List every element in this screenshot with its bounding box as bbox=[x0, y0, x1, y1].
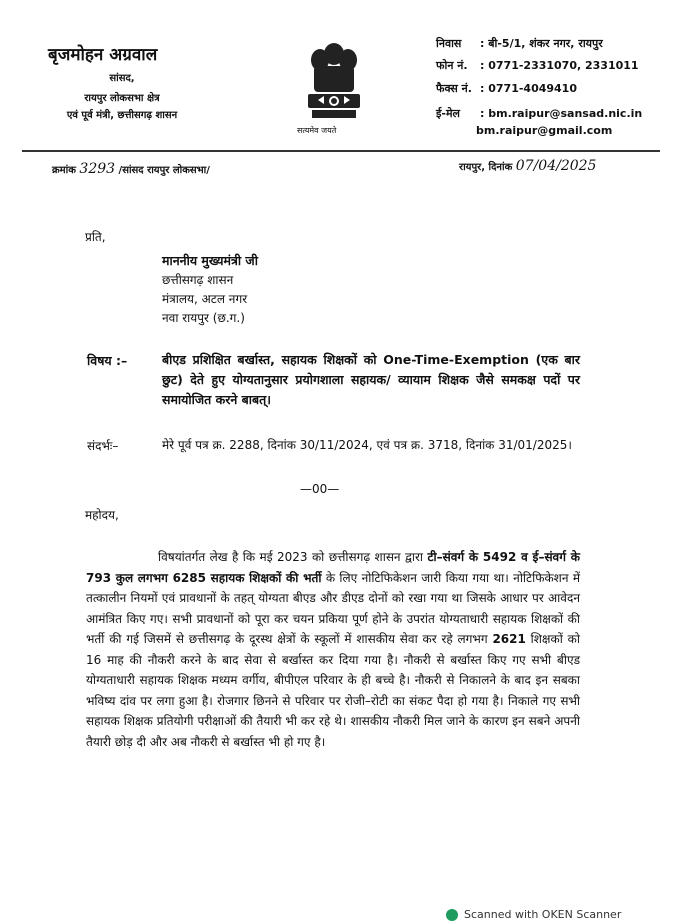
sender-name: बृजमोहन अग्रवाल bbox=[48, 45, 158, 65]
contact-email-alt: bm.raipur@gmail.com bbox=[476, 124, 613, 137]
sender-constituency: रायपुर लोकसभा क्षेत्र bbox=[84, 93, 160, 104]
body-highlight-count: 2621 bbox=[492, 632, 526, 646]
body-highlight-recruitment: टी–संवर्ग के 5492 व ई–संवर्ग के 793 कुल लगभग 6285 सहायक शिक्षकों की भर्ती bbox=[86, 550, 580, 585]
emblem-motto: सत्यमेव जयते bbox=[297, 126, 337, 135]
reference-number: क्रमांक 3293 /सांसद रायपुर लोकसभा/ bbox=[52, 161, 210, 177]
letterhead-divider bbox=[22, 150, 660, 152]
recipient-govt: छत्तीसगढ़ शासन bbox=[162, 273, 234, 287]
reference-number-handwritten: 3293 bbox=[79, 161, 116, 177]
references-text: मेरे पूर्व पत्र क्र. 2288, दिनांक 30/11/2024, एवं पत्र क्र. 3718, दिनांक 31/01/2025। bbox=[162, 438, 572, 452]
sender-title: सांसद, bbox=[109, 73, 135, 84]
recipient-office: मंत्रालय, अटल नगर bbox=[162, 292, 248, 306]
address-to: प्रति, bbox=[85, 230, 106, 244]
contact-phone: फोन नं. : 0771-2331070, 2331011 bbox=[436, 59, 639, 72]
contact-residence: निवास : बी-5/1, शंकर नगर, रायपुर bbox=[436, 37, 603, 50]
contact-email: ई-मेल : bm.raipur@sansad.nic.in bbox=[436, 107, 643, 120]
scanner-logo-icon bbox=[446, 909, 458, 921]
scanner-watermark: Scanned with OKEN Scanner bbox=[446, 908, 621, 921]
recipient-title: माननीय मुख्यमंत्री जी bbox=[162, 253, 258, 268]
greeting: महोदय, bbox=[85, 508, 119, 522]
recipient-city: नवा रायपुर (छ.ग.) bbox=[162, 311, 245, 325]
contact-fax: फैक्स नं. : 0771-4049410 bbox=[436, 82, 577, 95]
national-emblem-icon bbox=[298, 38, 370, 138]
letter-date: रायपुर, दिनांक 07/04/2025 bbox=[459, 158, 597, 174]
sender-former-post: एवं पूर्व मंत्री, छत्तीसगढ़ शासन bbox=[66, 110, 178, 121]
subject-text: बीएड प्रशिक्षित बर्खास्त, सहायक शिक्षकों को One-Time-Exemption (एक बार छुट) देते हुए योग्यतानुसार प्रयोगशाला सहायक/ व्यायाम शिक्षक जैसे समकक्ष पदों पर समायोजित करने बाबत्। bbox=[162, 352, 580, 407]
references-label: संदर्भः– bbox=[87, 439, 119, 453]
date-handwritten: 07/04/2025 bbox=[515, 158, 597, 174]
subject-label: विषय :– bbox=[87, 353, 128, 368]
body-paragraph: विषयांतर्गत लेख है कि मई 2023 को छत्तीसगढ़ शासन द्वारा टी–संवर्ग के 5492 व ई–संवर्ग के 793 कुल लगभग 6285 सहायक शिक्षकों की भर्ती के लिए नोटिफिकेशन जारी किया गया था। नोटिफिकेशन में तत्कालीन नियमों एवं प्रावधानों के तहत् योग्यता बीएड और डीएड दोनों को रखा गया था जिसके आधार पर आवेदन आमंत्रित किए गए। सभी प्रावधानों को पूरा कर चयन प्रकिया पूर्ण होने के उपरांत योग्यताधारी सहायक शिक्षकों की भर्ती की गई जिसमें से छत्तीसगढ़ के दूरस्थ क्षेत्रों के स्कूलों में शासकीय सेवा कर रहे लगभग 2621 शिक्षकों को 16 माह की नौकरी करने के बाद सेवा से बर्खास्त कर दिया गया है। नौकरी से बर्खास्त किए गए सभी बीएड योग्यताधारी सहायक शिक्षक मध्यम वर्गीय, बीपीएल परिवार के ही बच्चे है। नौकरी से निकालने के बाद इन सबका भविष्य दांव पर लगा हुआ है। रोजगार छिनने से परिवार पर रोजी–रोटी का संकट पैदा हो गया है। निकाले गए सभी सहायक शिक्षक प्रतियोगी परीक्षाओं की तैयारी भी कर रहे थे। शासकीय नौकरी मिल जाने के कारण इन सबने अपनी तैयारी छोड़ दी और अब नौकरी से बर्खास्त भी हो गए है। bbox=[86, 550, 580, 749]
separator: —00— bbox=[300, 482, 340, 496]
